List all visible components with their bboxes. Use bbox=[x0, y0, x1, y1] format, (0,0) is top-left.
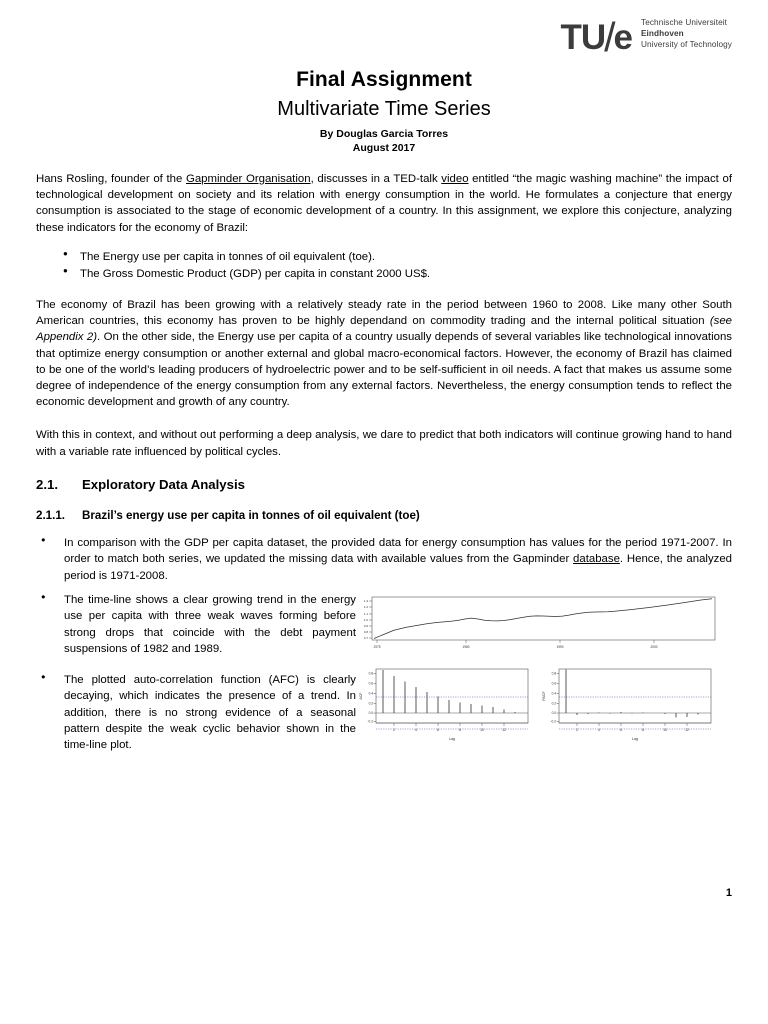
svg-text:0.4: 0.4 bbox=[368, 691, 373, 696]
intro-paragraph bbox=[36, 171, 732, 236]
svg-text:10: 10 bbox=[663, 728, 667, 733]
svg-text:0.2: 0.2 bbox=[551, 701, 556, 706]
section-number: 2.1. bbox=[36, 476, 58, 492]
subsection-title: Brazil’s energy use per capita in tonnes of oil equivalent (toe) bbox=[82, 508, 420, 522]
svg-text:12: 12 bbox=[685, 728, 689, 733]
svg-text:1.2: 1.2 bbox=[363, 605, 368, 610]
svg-text:-0.2: -0.2 bbox=[367, 719, 373, 724]
figure-and-analysis-row bbox=[36, 592, 732, 754]
appendix-reference: (see Appendix 2) bbox=[36, 315, 732, 344]
logo-mark-slash: / bbox=[604, 14, 615, 60]
correlation-plots-row bbox=[356, 666, 732, 744]
plots-column bbox=[356, 592, 732, 744]
economy-text-2: . On the other side, the Energy use per capita of a country usually depends of several variables like technological innovations that optimize energy consumption or another external and global macro-economical factors. However, the economy of Brazil has claimed to be one of the world’s leading producers of hydroelectric power and to be self-sufficient in oil needs. A fact that makes us assume some degree of independence of the energy consumption from any external factors. Nevertheless, the energy consumption tends to reflect the economic development and growth of any country. bbox=[36, 331, 732, 409]
list-item: ● The Energy use per capita in tonnes of oil equivalent (toe). bbox=[80, 249, 732, 267]
analysis-bullet-dataset bbox=[36, 535, 732, 584]
date-line: August 2017 bbox=[352, 142, 416, 154]
prediction-paragraph: With this in context, and without out performing a deep analysis, we dare to predict that both indicators will continue growing hand to hand with a variable rate influenced by political cycles. bbox=[36, 429, 732, 458]
tue-logo bbox=[36, 14, 732, 60]
bullet1-text-2: . Hence, the analyzed period is 1971-2008. bbox=[64, 553, 732, 582]
database-link[interactable]: database bbox=[573, 553, 620, 566]
logo-line-1: Technische Universiteit bbox=[641, 18, 728, 28]
svg-text:2: 2 bbox=[393, 728, 395, 733]
subsection-heading bbox=[36, 509, 732, 522]
logo-mark-tu: TU bbox=[560, 18, 606, 57]
svg-text:0.6: 0.6 bbox=[368, 681, 373, 686]
analysis-bullet-acf: ● The plotted auto-correlation function (AFC) is clearly decaying, which indicates the presence of a trend. In addition, there is no strong evidence of a seasonal pattern despite the weak cyclic behavior shown in the time-line plot. bbox=[36, 672, 356, 754]
gapminder-organisation-link[interactable]: Gapminder Organisation bbox=[185, 173, 311, 185]
svg-text:1975: 1975 bbox=[373, 645, 381, 650]
energy-timeline-plot bbox=[356, 594, 718, 662]
svg-text:-0.2: -0.2 bbox=[550, 719, 556, 724]
pacf-plot bbox=[539, 666, 718, 744]
svg-text:4: 4 bbox=[415, 728, 417, 733]
svg-text:0.0: 0.0 bbox=[368, 711, 373, 716]
page-subtitle: Multivariate Time Series bbox=[277, 98, 491, 120]
analysis-bullet-timeline: ● The time-line shows a clear growing trend in the energy use per capita with three weak waves forming before strong drops that coincide with the debt payment suspensions of 1982 and 1989. bbox=[36, 592, 356, 658]
svg-text:10: 10 bbox=[480, 728, 484, 733]
svg-text:0.2: 0.2 bbox=[368, 701, 373, 706]
svg-text:1.0: 1.0 bbox=[363, 618, 368, 623]
page-number: 1 bbox=[725, 887, 732, 899]
intro-text-3: entitled “the magic washing machine” the impact of technological development on society and its relation with energy consumption in the world. He formulates a conjecture that energy consumption is associated to the stage of economic development of a country. In this assignment, we explore this conjecture, analyzing these indicators for the economy of Brazil: bbox=[36, 173, 732, 234]
intro-text-1: Hans Rosling, founder of the bbox=[36, 173, 186, 185]
svg-text:6: 6 bbox=[437, 728, 439, 733]
list-item: ● The Gross Domestic Product (GDP) per capita in constant 2000 US$. bbox=[80, 266, 732, 284]
svg-text:8: 8 bbox=[642, 728, 644, 733]
logo-mark-e: e bbox=[613, 18, 632, 57]
svg-text:1.3: 1.3 bbox=[363, 599, 368, 604]
bullet1-text-1: In comparison with the GDP per capita dataset, the provided data for energy consumption has values for the period 1971-2007. In order to match both series, we updated the missing data with available values from the Gapminder bbox=[64, 536, 732, 566]
economy-text-1: The economy of Brazil has been growing with a relatively steady rate in the period between 1960 to 2008. Like many other South American countries, this economy has proven to be highly dependand on commodity trading and the internal political situation bbox=[36, 299, 732, 328]
svg-text:0.0: 0.0 bbox=[551, 711, 556, 716]
indicator-bullet-list bbox=[36, 249, 732, 284]
svg-text:0.9: 0.9 bbox=[363, 624, 368, 629]
svg-text:0.7: 0.7 bbox=[363, 636, 368, 641]
svg-text:0.8: 0.8 bbox=[551, 671, 556, 676]
section-heading bbox=[36, 477, 732, 492]
page-title: Final Assignment bbox=[296, 68, 472, 91]
svg-text:2000: 2000 bbox=[650, 645, 658, 650]
svg-text:1980: 1980 bbox=[462, 645, 470, 650]
svg-text:0.8: 0.8 bbox=[363, 630, 368, 635]
intro-text-2: , discusses in a TED-talk bbox=[310, 173, 442, 185]
svg-text:ACF: ACF bbox=[359, 692, 363, 700]
svg-text:12: 12 bbox=[502, 728, 506, 733]
svg-text:Lag: Lag bbox=[632, 737, 638, 742]
svg-text:8: 8 bbox=[459, 728, 461, 733]
svg-text:6: 6 bbox=[620, 728, 622, 733]
svg-text:1990: 1990 bbox=[556, 645, 564, 650]
svg-text:Lag: Lag bbox=[449, 737, 455, 742]
logo-line-3: University of Technology bbox=[641, 39, 732, 49]
svg-text:2: 2 bbox=[576, 728, 578, 733]
logo-line-2: Eindhoven bbox=[641, 29, 684, 39]
svg-text:1.1: 1.1 bbox=[363, 612, 368, 617]
svg-text:0.6: 0.6 bbox=[551, 681, 556, 686]
tue-logo-text bbox=[641, 18, 732, 50]
section-title: Exploratory Data Analysis bbox=[82, 476, 245, 492]
svg-text:0.4: 0.4 bbox=[551, 691, 556, 696]
author-line: By Douglas Garcia Torres bbox=[319, 128, 449, 140]
svg-text:0.8: 0.8 bbox=[368, 671, 373, 676]
analysis-bullets-column bbox=[36, 592, 356, 754]
svg-text:PACF: PACF bbox=[542, 691, 546, 701]
economy-paragraph bbox=[36, 297, 732, 410]
video-link[interactable]: video bbox=[441, 173, 469, 185]
acf-plot bbox=[356, 666, 535, 744]
svg-text:4: 4 bbox=[598, 728, 600, 733]
tue-logo-mark bbox=[560, 14, 632, 60]
subsection-number: 2.1.1. bbox=[36, 508, 66, 522]
